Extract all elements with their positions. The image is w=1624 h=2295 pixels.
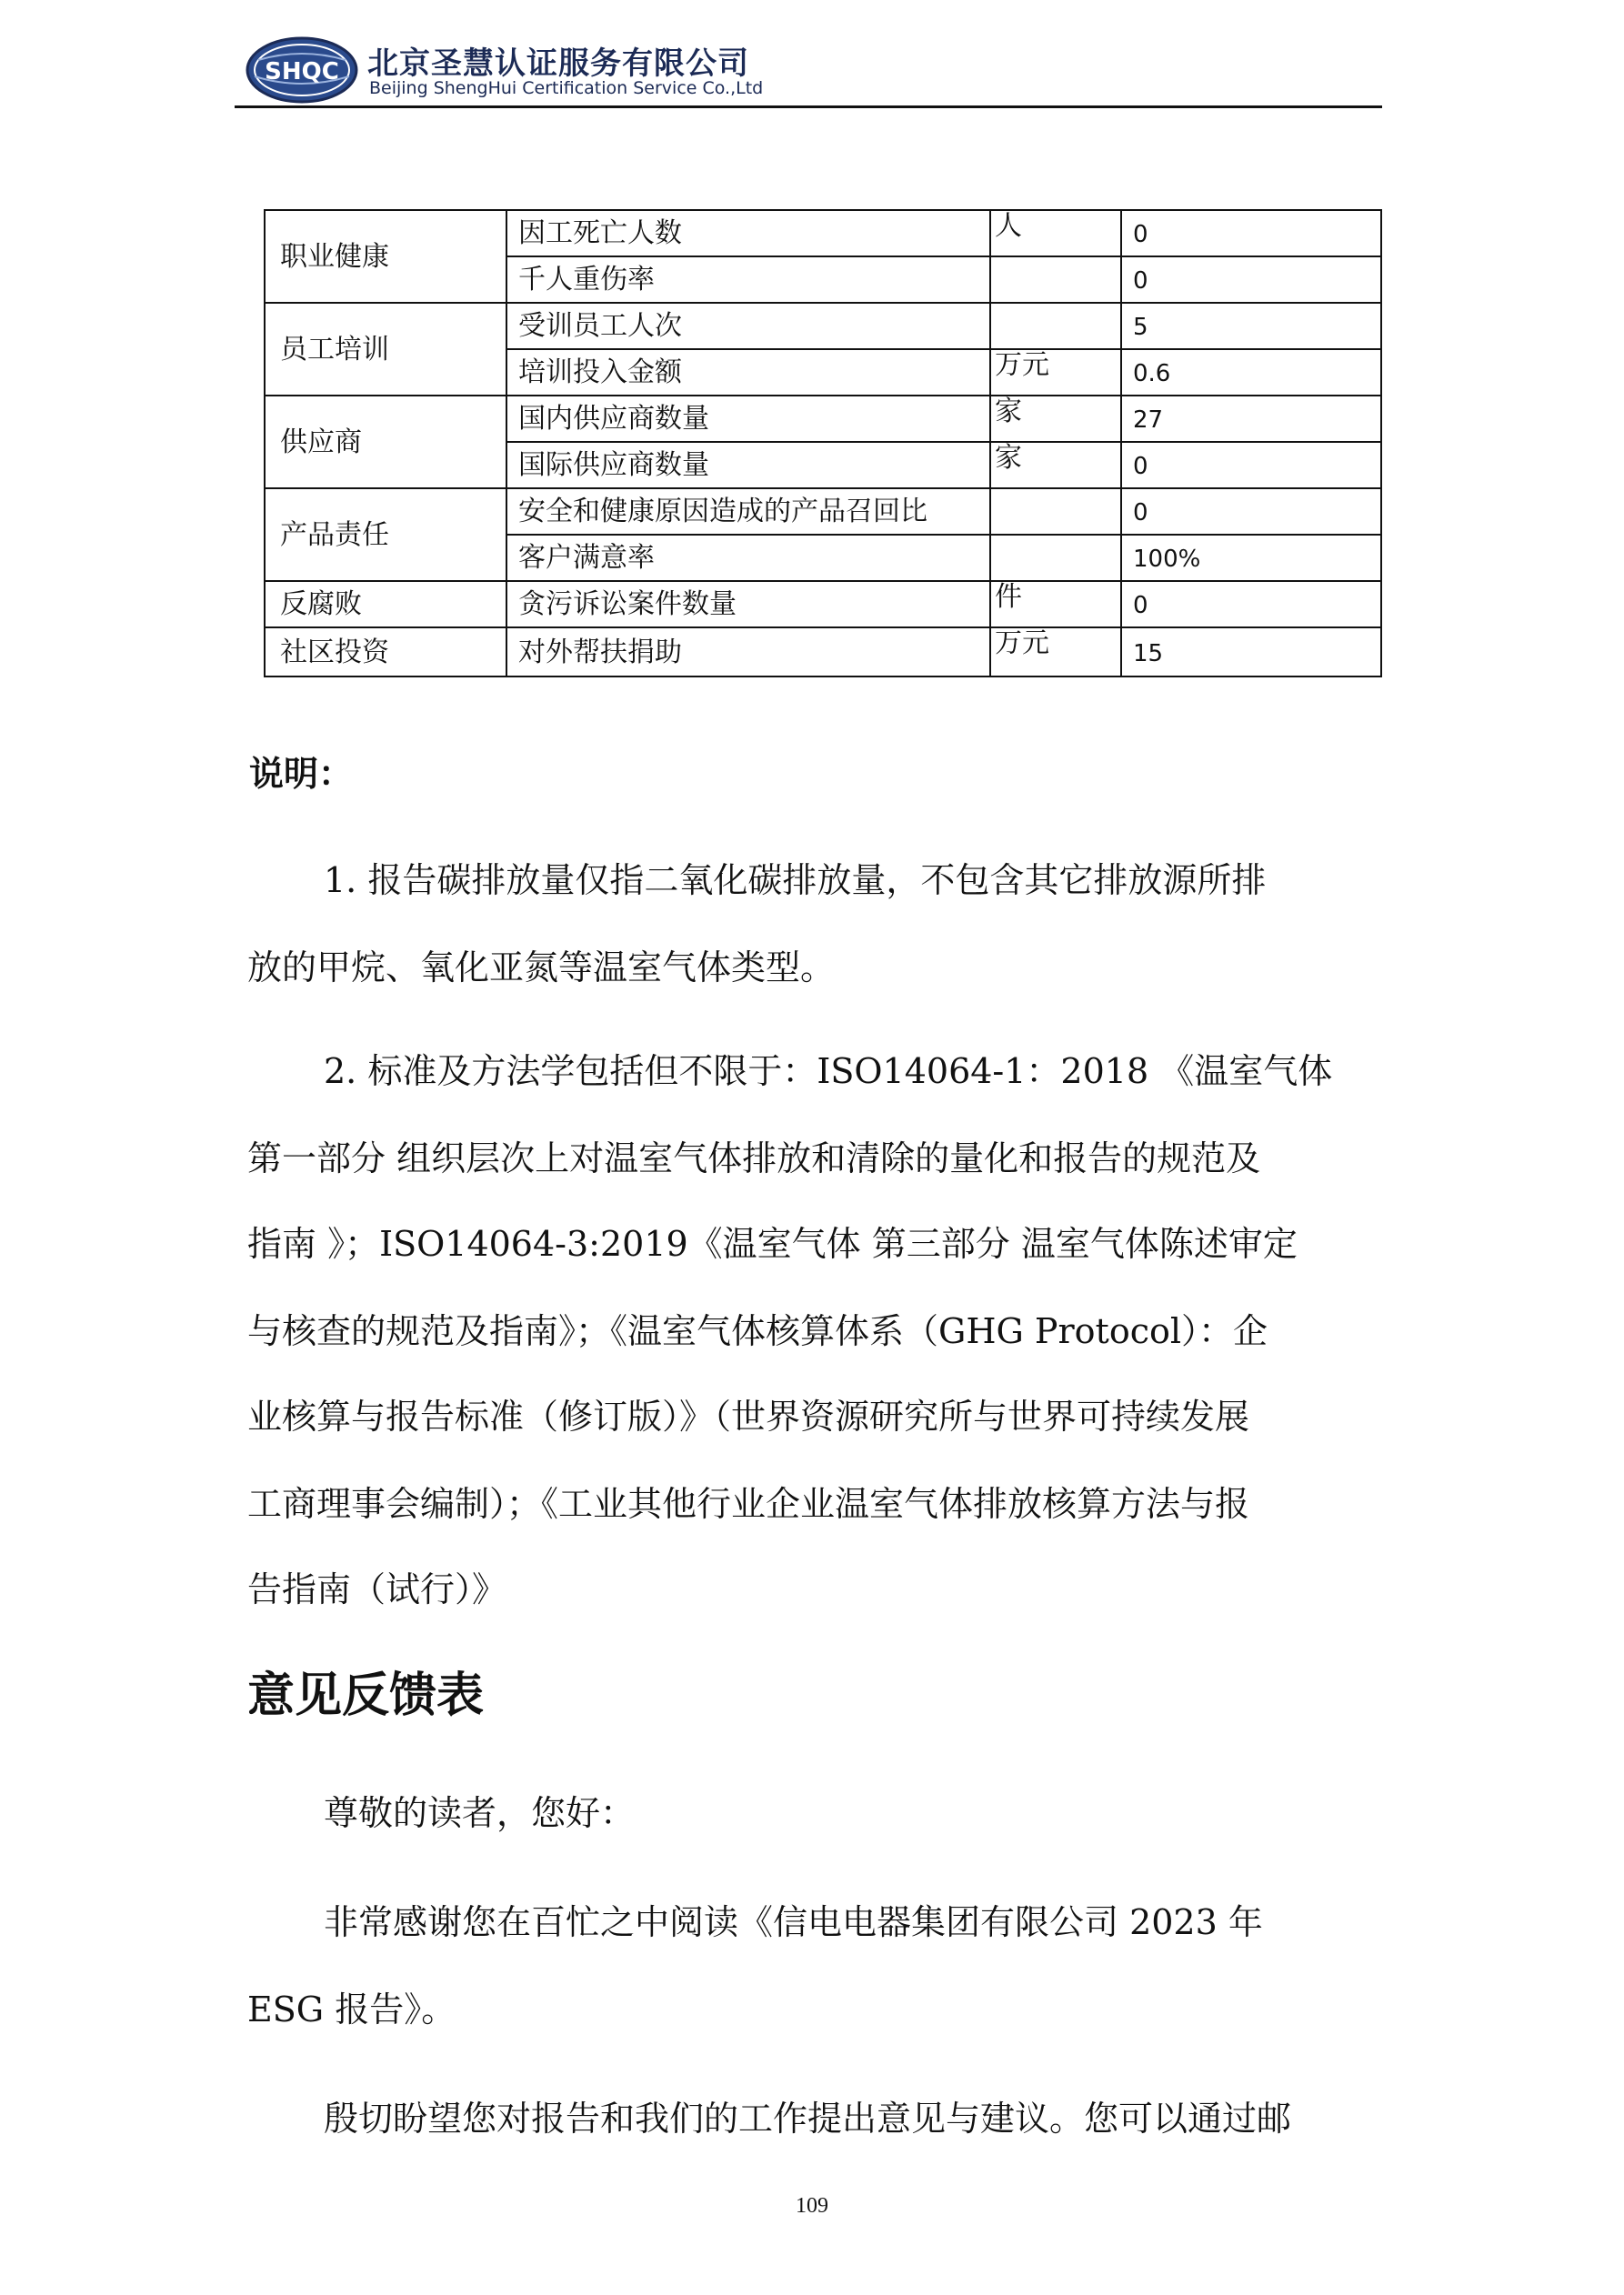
request-line: 殷切盼望您对报告和我们的工作提出意见与建议。您可以通过邮 (324, 2099, 1292, 2139)
logo-text: SHQC (265, 58, 339, 85)
category-cell: 社区投资 (265, 627, 506, 676)
note-line: 与核查的规范及指南》；《温室气体核算体系（GHG Protocol）：企 (247, 1311, 1268, 1351)
header-divider (235, 105, 1382, 108)
indicator-cell: 对外帮扶捐助 (506, 627, 990, 676)
greeting-line: 尊敬的读者，您好： (324, 1793, 636, 1833)
note-line: 放的甲烷、氧化亚氮等温室气体类型。 (247, 947, 836, 987)
value-cell: 5 (1121, 303, 1381, 349)
indicator-cell: 安全和健康原因造成的产品召回比 (506, 488, 990, 535)
value-cell: 0 (1121, 442, 1381, 488)
unit-cell (990, 256, 1121, 303)
unit-cell: 万元 (990, 627, 1121, 676)
value-cell: 0 (1121, 210, 1381, 256)
page-number: 109 (796, 2194, 828, 2218)
table-row (265, 627, 1381, 676)
value-cell: 0 (1121, 581, 1381, 627)
value-cell: 15 (1121, 627, 1381, 676)
category-cell: 产品责任 (265, 488, 506, 581)
company-name-en: Beijing ShengHui Certification Service Co.,Ltd (369, 78, 764, 98)
unit-cell: 家 (990, 396, 1121, 442)
category-cell: 反腐败 (265, 581, 506, 627)
note-line: 第一部分 组织层次上对温室气体排放和清除的量化和报告的规范及 (247, 1138, 1261, 1178)
unit-cell: 人 (990, 210, 1121, 256)
table-row (265, 396, 1381, 442)
indicator-cell: 受训员工人次 (506, 303, 990, 349)
thanks-line: 非常感谢您在百忙之中阅读《信电电器集团有限公司 2023 年 (324, 1902, 1263, 1942)
indicator-cell: 国内供应商数量 (506, 396, 990, 442)
shqc-logo (246, 36, 358, 104)
table-row (265, 303, 1381, 349)
unit-cell (990, 303, 1121, 349)
indicator-cell: 培训投入金额 (506, 349, 990, 396)
indicator-cell: 因工死亡人数 (506, 210, 990, 256)
indicator-cell: 客户满意率 (506, 535, 990, 581)
unit-cell (990, 488, 1121, 535)
category-cell: 职业健康 (265, 210, 506, 303)
table-row (265, 488, 1381, 535)
value-cell: 27 (1121, 396, 1381, 442)
feedback-title: 意见反馈表 (247, 1668, 485, 1723)
indicator-cell: 贪污诉讼案件数量 (506, 581, 990, 627)
category-cell: 供应商 (265, 396, 506, 488)
category-cell: 员工培训 (265, 303, 506, 396)
value-cell: 0 (1121, 488, 1381, 535)
note-line: 告指南（试行）》 (247, 1569, 507, 1609)
page-header (235, 33, 1382, 109)
thanks-line: ESG 报告》。 (247, 1989, 456, 2029)
notes-title: 说明： (249, 753, 354, 794)
note-line: 2. 标准及方法学包括但不限于：ISO14064-1：2018 《温室气体 (324, 1051, 1333, 1091)
note-line: 指南 》；ISO14064-3:2019《温室气体 第三部分 温室气体陈述审定 (247, 1224, 1298, 1264)
unit-cell (990, 535, 1121, 581)
note-line: 业核算与报告标准（修订版）》（世界资源研究所与世界可持续发展 (247, 1397, 1250, 1437)
company-name-cn: 北京圣慧认证服务有限公司 (367, 45, 749, 82)
note-line: 1. 报告碳排放量仅指二氧化碳排放量，不包含其它排放源所排 (324, 860, 1267, 900)
note-line: 工商理事会编制）；《工业其他行业企业温室气体排放核算方法与报 (247, 1484, 1250, 1524)
value-cell: 100% (1121, 535, 1381, 581)
esg-indicator-table (264, 209, 1382, 677)
indicator-cell: 国际供应商数量 (506, 442, 990, 488)
table-row (265, 581, 1381, 627)
unit-cell: 家 (990, 442, 1121, 488)
value-cell: 0.6 (1121, 349, 1381, 396)
unit-cell: 件 (990, 581, 1121, 627)
table-row (265, 210, 1381, 256)
unit-cell: 万元 (990, 349, 1121, 396)
indicator-cell: 千人重伤率 (506, 256, 990, 303)
value-cell: 0 (1121, 256, 1381, 303)
